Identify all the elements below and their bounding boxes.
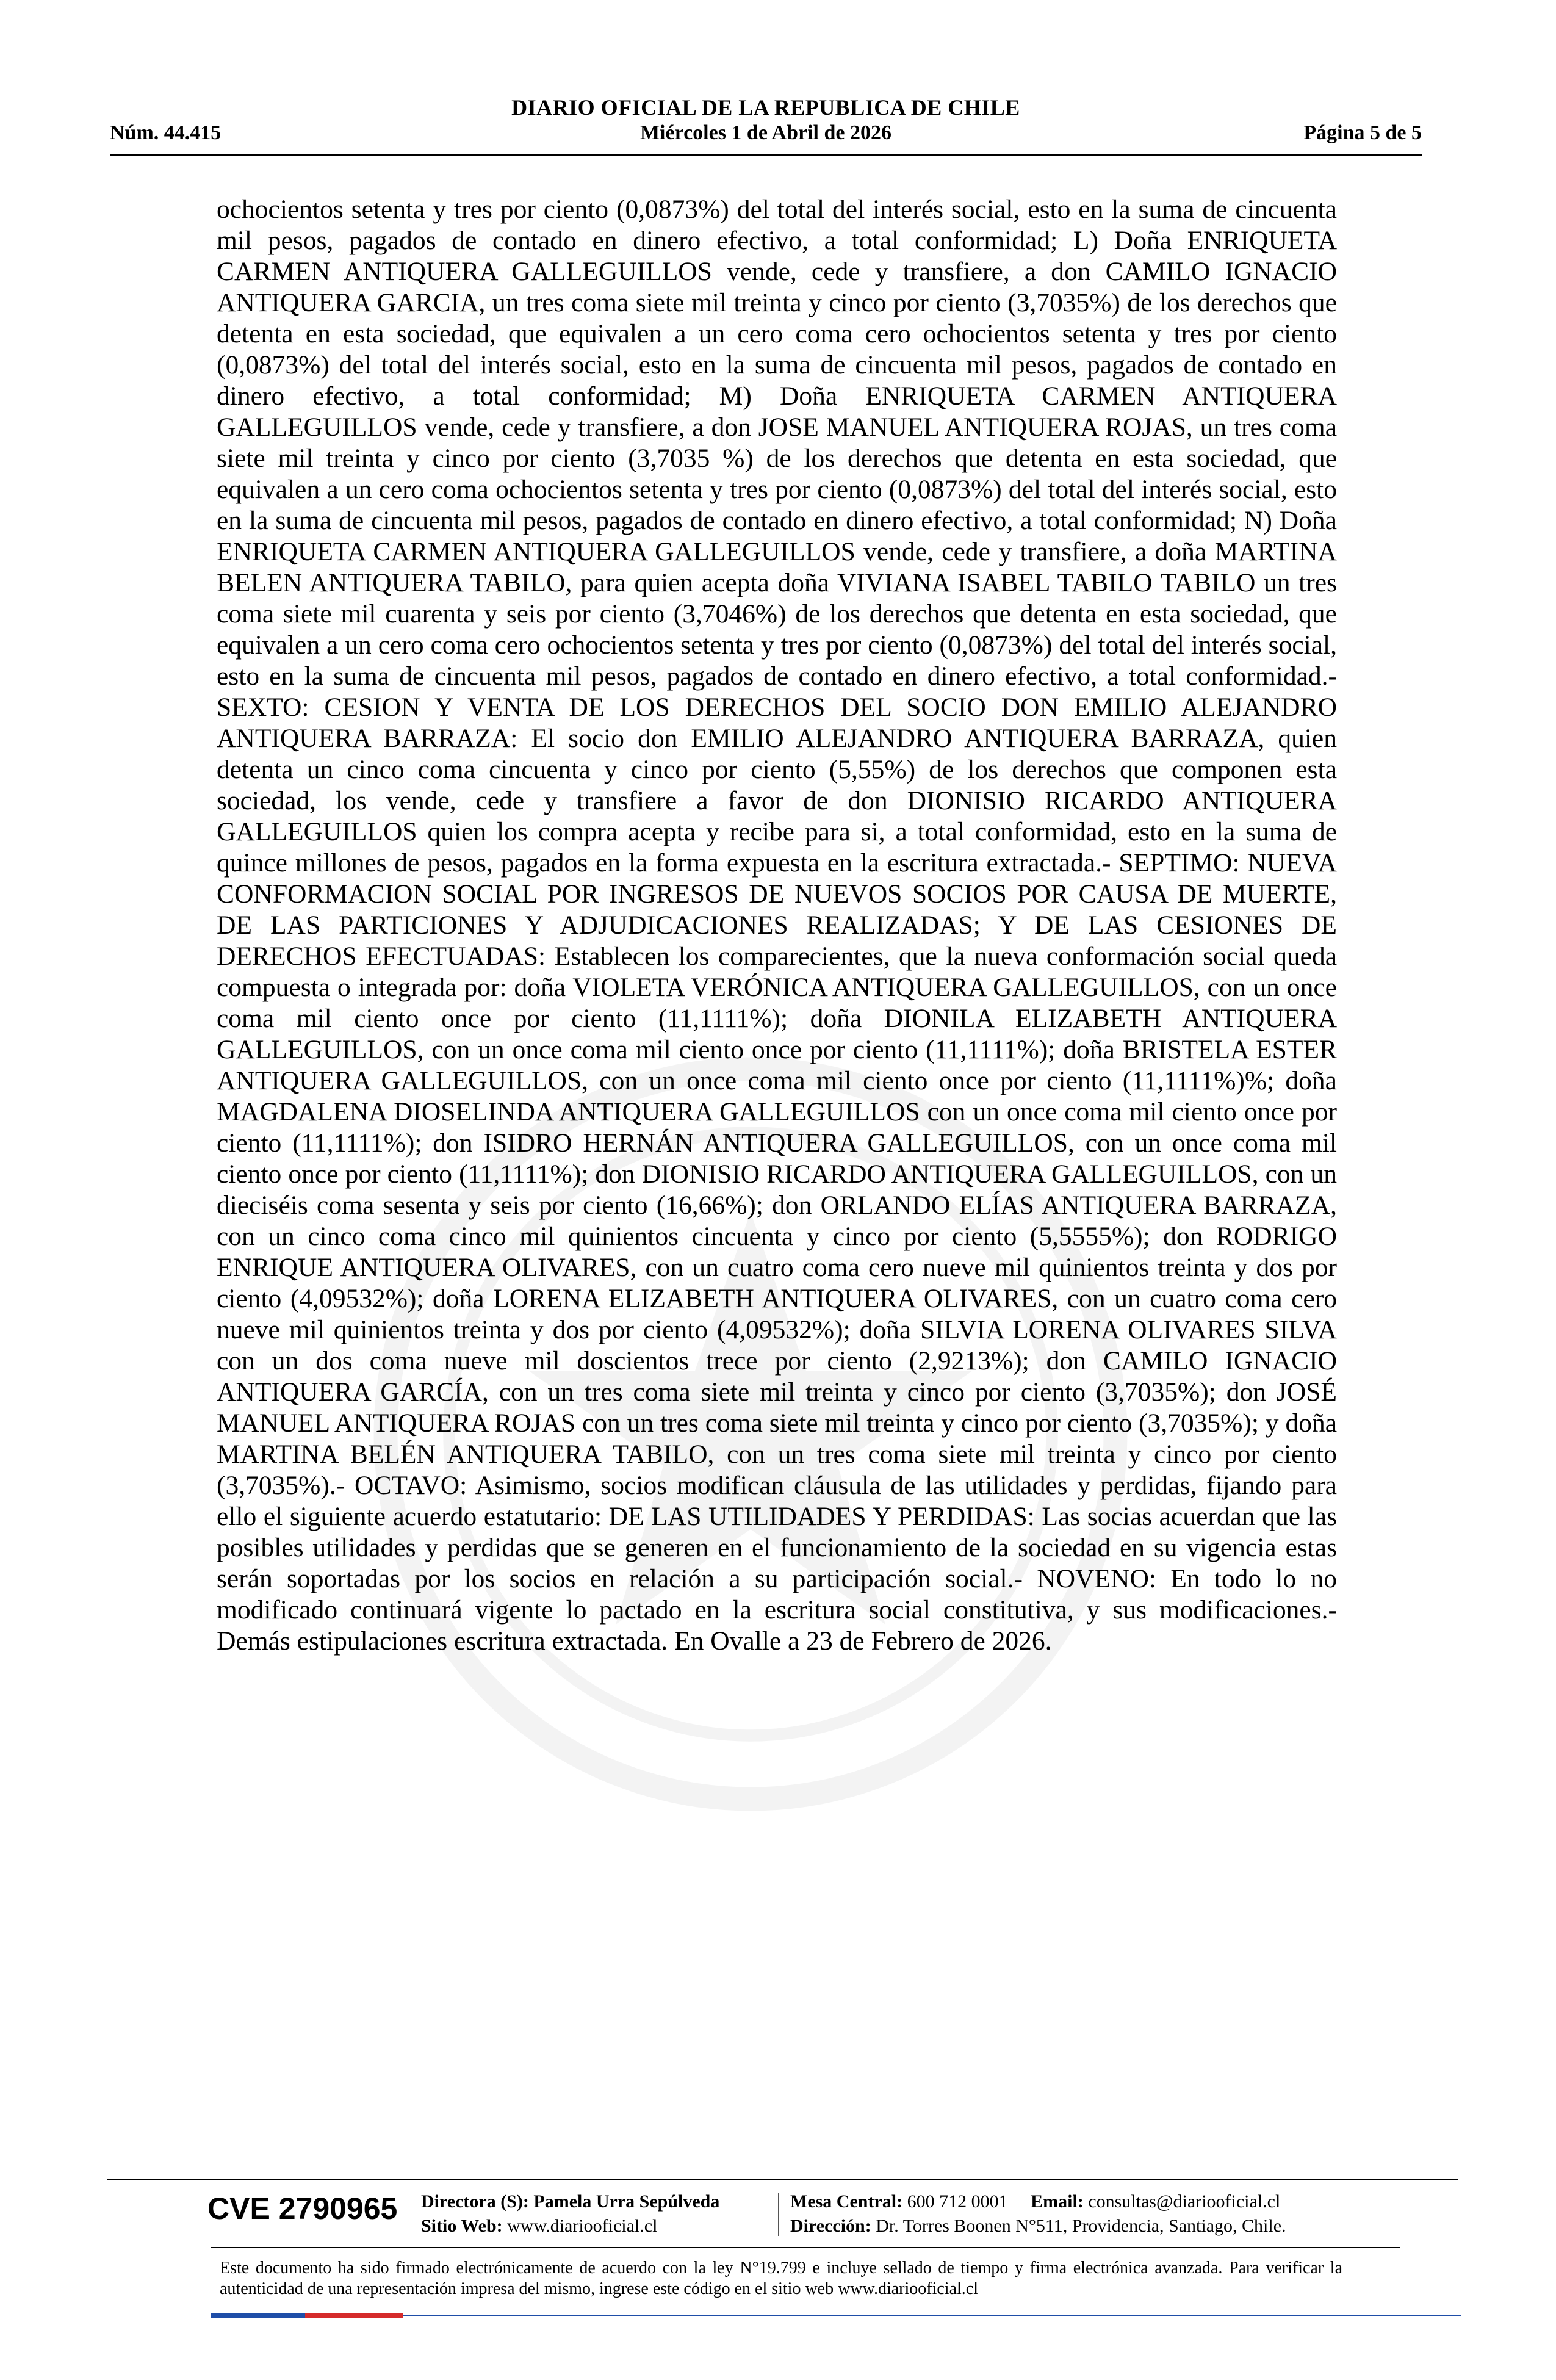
contact-line bbox=[790, 2190, 1286, 2214]
page-header bbox=[110, 95, 1422, 162]
phone-label: Mesa Central: bbox=[790, 2191, 903, 2212]
website-line bbox=[421, 2214, 719, 2238]
director-name: Pamela Urra Sepúlveda bbox=[533, 2191, 720, 2212]
page-indicator: Página 5 de 5 bbox=[1303, 121, 1422, 144]
header-info-row bbox=[110, 121, 1422, 152]
footer-divider bbox=[107, 2179, 1458, 2180]
issue-date: Miércoles 1 de Abril de 2026 bbox=[639, 121, 892, 144]
address-line bbox=[790, 2214, 1286, 2238]
footer-director-block bbox=[421, 2190, 719, 2238]
flag-stripe-line bbox=[403, 2315, 1461, 2316]
header-divider bbox=[110, 154, 1422, 156]
issue-number: Núm. 44.415 bbox=[110, 121, 222, 144]
legal-notice: Este documento ha sido firmado electrónicamente de acuerdo con la ley N°19.799 e incluye sellado de tiempo y firma electrónica avanzada. Para verificar la autenticidad de una representación impresa del mismo, ingrese este código en el sitio web www.diariooficial.cl bbox=[220, 2259, 1342, 2298]
flag-stripe-blue bbox=[211, 2313, 305, 2318]
document-body-text: ochocientos setenta y tres por ciento (0,0873%) del total del interés social, esto en la suma de cincuenta mil pesos, pagados de contado en dinero efectivo, a total conformidad; L) Doña ENRIQUETA CARMEN ANTIQUERA GALLEGUILLOS vende, cede y transfiere, a don CAMILO IGNACIO ANTIQUERA GARCIA, un tres coma siete mil treinta y cinco por ciento (3,7035%) de los derechos que detenta en esta sociedad, que equivalen a un cero coma cero ochocientos setenta y tres por ciento (0,0873%) del total del interés social, esto en la suma de cincuenta mil pesos, pagados de contado en dinero efectivo, a total conformidad; M) Doña ENRIQUETA CARMEN ANTIQUERA GALLEGUILLOS vende, cede y transfiere, a don JOSE MANUEL ANTIQUERA ROJAS, un tres coma siete mil treinta y cinco por ciento (3,7035 %) de los derechos que detenta en esta sociedad, que equivalen a un cero coma ochocientos setenta y tres por ciento (0,0873%) del total del interés social, esto en la suma de cincuenta mil pesos, pagados de contado en dinero efectivo, a total conformidad; N) Doña ENRIQUETA CARMEN ANTIQUERA GALLEGUILLOS vende, cede y transfiere, a doña MARTINA BELEN ANTIQUERA TABILO, para quien acepta doña VIVIANA ISABEL TABILO TABILO un tres coma siete mil cuarenta y seis por ciento (3,7046%) de los derechos que detenta en esta sociedad, que equivalen a un cero coma cero ochocientos setenta y tres por ciento (0,0873%) del total del interés social, esto en la suma de cincuenta mil pesos, pagados de contado en dinero efectivo, a total conformidad.- SEXTO: CESION Y VENTA DE LOS DERECHOS DEL SOCIO DON EMILIO ALEJANDRO ANTIQUERA BARRAZA: El socio don EMILIO ALEJANDRO ANTIQUERA BARRAZA, quien detenta un cinco coma cincuenta y cinco por ciento (5,55%) de los derechos que componen esta sociedad, los vende, cede y transfiere a favor de don DIONISIO RICARDO ANTIQUERA GALLEGUILLOS quien los compra acepta y recibe para si, a total conformidad, esto en la suma de quince millones de pesos, pagados en la forma expuesta en la escritura extractada.- SEPTIMO: NUEVA CONFORMACION SOCIAL POR INGRESOS DE NUEVOS SOCIOS POR CAUSA DE MUERTE, DE LAS PARTICIONES Y ADJUDICACIONES REALIZADAS; Y DE LAS CESIONES DE DERECHOS EFECTUADAS: Establecen los comparecientes, que la nueva conformación social queda compuesta o integrada por: doña VIOLETA VERÓNICA ANTIQUERA GALLEGUILLOS, con un once coma mil ciento once por ciento (11,1111%); doña DIONILA ELIZABETH ANTIQUERA GALLEGUILLOS, con un once coma mil ciento once por ciento (11,1111%); doña BRISTELA ESTER ANTIQUERA GALLEGUILLOS, con un once coma mil ciento once por ciento (11,1111%)%; doña MAGDALENA DIOSELINDA ANTIQUERA GALLEGUILLOS con un once coma mil ciento once por ciento (11,1111%); don ISIDRO HERNÁN ANTIQUERA GALLEGUILLOS, con un once coma mil ciento once por ciento (11,1111%); don DIONISIO RICARDO ANTIQUERA GALLEGUILLOS, con un dieciséis coma sesenta y seis por ciento (16,66%); don ORLANDO ELÍAS ANTIQUERA BARRAZA, con un cinco coma cinco mil quinientos cincuenta y cinco por ciento (5,5555%); don RODRIGO ENRIQUE ANTIQUERA OLIVARES, con un cuatro coma cero nueve mil quinientos treinta y dos por ciento (4,09532%); doña LORENA ELIZABETH ANTIQUERA OLIVARES, con un cuatro coma cero nueve mil quinientos treinta y dos por ciento (4,09532%); doña SILVIA LORENA OLIVARES SILVA con un dos coma nueve mil doscientos trece por ciento (2,9213%); don CAMILO IGNACIO ANTIQUERA GARCÍA, con un tres coma siete mil treinta y cinco por ciento (3,7035%); don JOSÉ MANUEL ANTIQUERA ROJAS con un tres coma siete mil treinta y cinco por ciento (3,7035%); y doña MARTINA BELÉN ANTIQUERA TABILO, con un tres coma siete mil treinta y cinco por ciento (3,7035%).- OCTAVO: Asimismo, socios modifican cláusula de las utilidades y perdidas, fijando para ello el siguiente acuerdo estatutario: DE LAS UTILIDADES Y PERDIDAS: Las socias acuerdan que las posibles utilidades y perdidas que se generen en el funcionamiento de la sociedad en su vigencia estas serán soportadas por los socios en relación a su participación social.- NOVENO: En todo lo no modificado continuará vigente lo pactado en la escritura social constitutiva, y sus modificaciones.- Demás estipulaciones escritura extractada. En Ovalle a 23 de Febrero de 2026. bbox=[217, 195, 1337, 1656]
phone-value: 600 712 0001 bbox=[907, 2191, 1008, 2212]
website-link[interactable]: www.diariooficial.cl bbox=[507, 2216, 658, 2236]
website-label: Sitio Web: bbox=[421, 2216, 503, 2236]
director-label: Directora (S): bbox=[421, 2191, 529, 2212]
address-label: Dirección: bbox=[790, 2216, 871, 2236]
footer-contact-block bbox=[790, 2190, 1286, 2238]
publication-title: DIARIO OFICIAL DE LA REPUBLICA DE CHILE bbox=[511, 95, 1020, 120]
flag-stripe-red bbox=[305, 2313, 403, 2318]
director-line bbox=[421, 2190, 719, 2214]
footer-column-separator bbox=[778, 2193, 779, 2236]
email-label: Email: bbox=[1031, 2191, 1084, 2212]
cve-code: CVE 2790965 bbox=[207, 2191, 398, 2226]
legal-divider bbox=[211, 2247, 1400, 2248]
email-link[interactable]: consultas@diariooficial.cl bbox=[1088, 2191, 1281, 2212]
address-value: Dr. Torres Boonen N°511, Providencia, Santiago, Chile. bbox=[876, 2216, 1286, 2236]
